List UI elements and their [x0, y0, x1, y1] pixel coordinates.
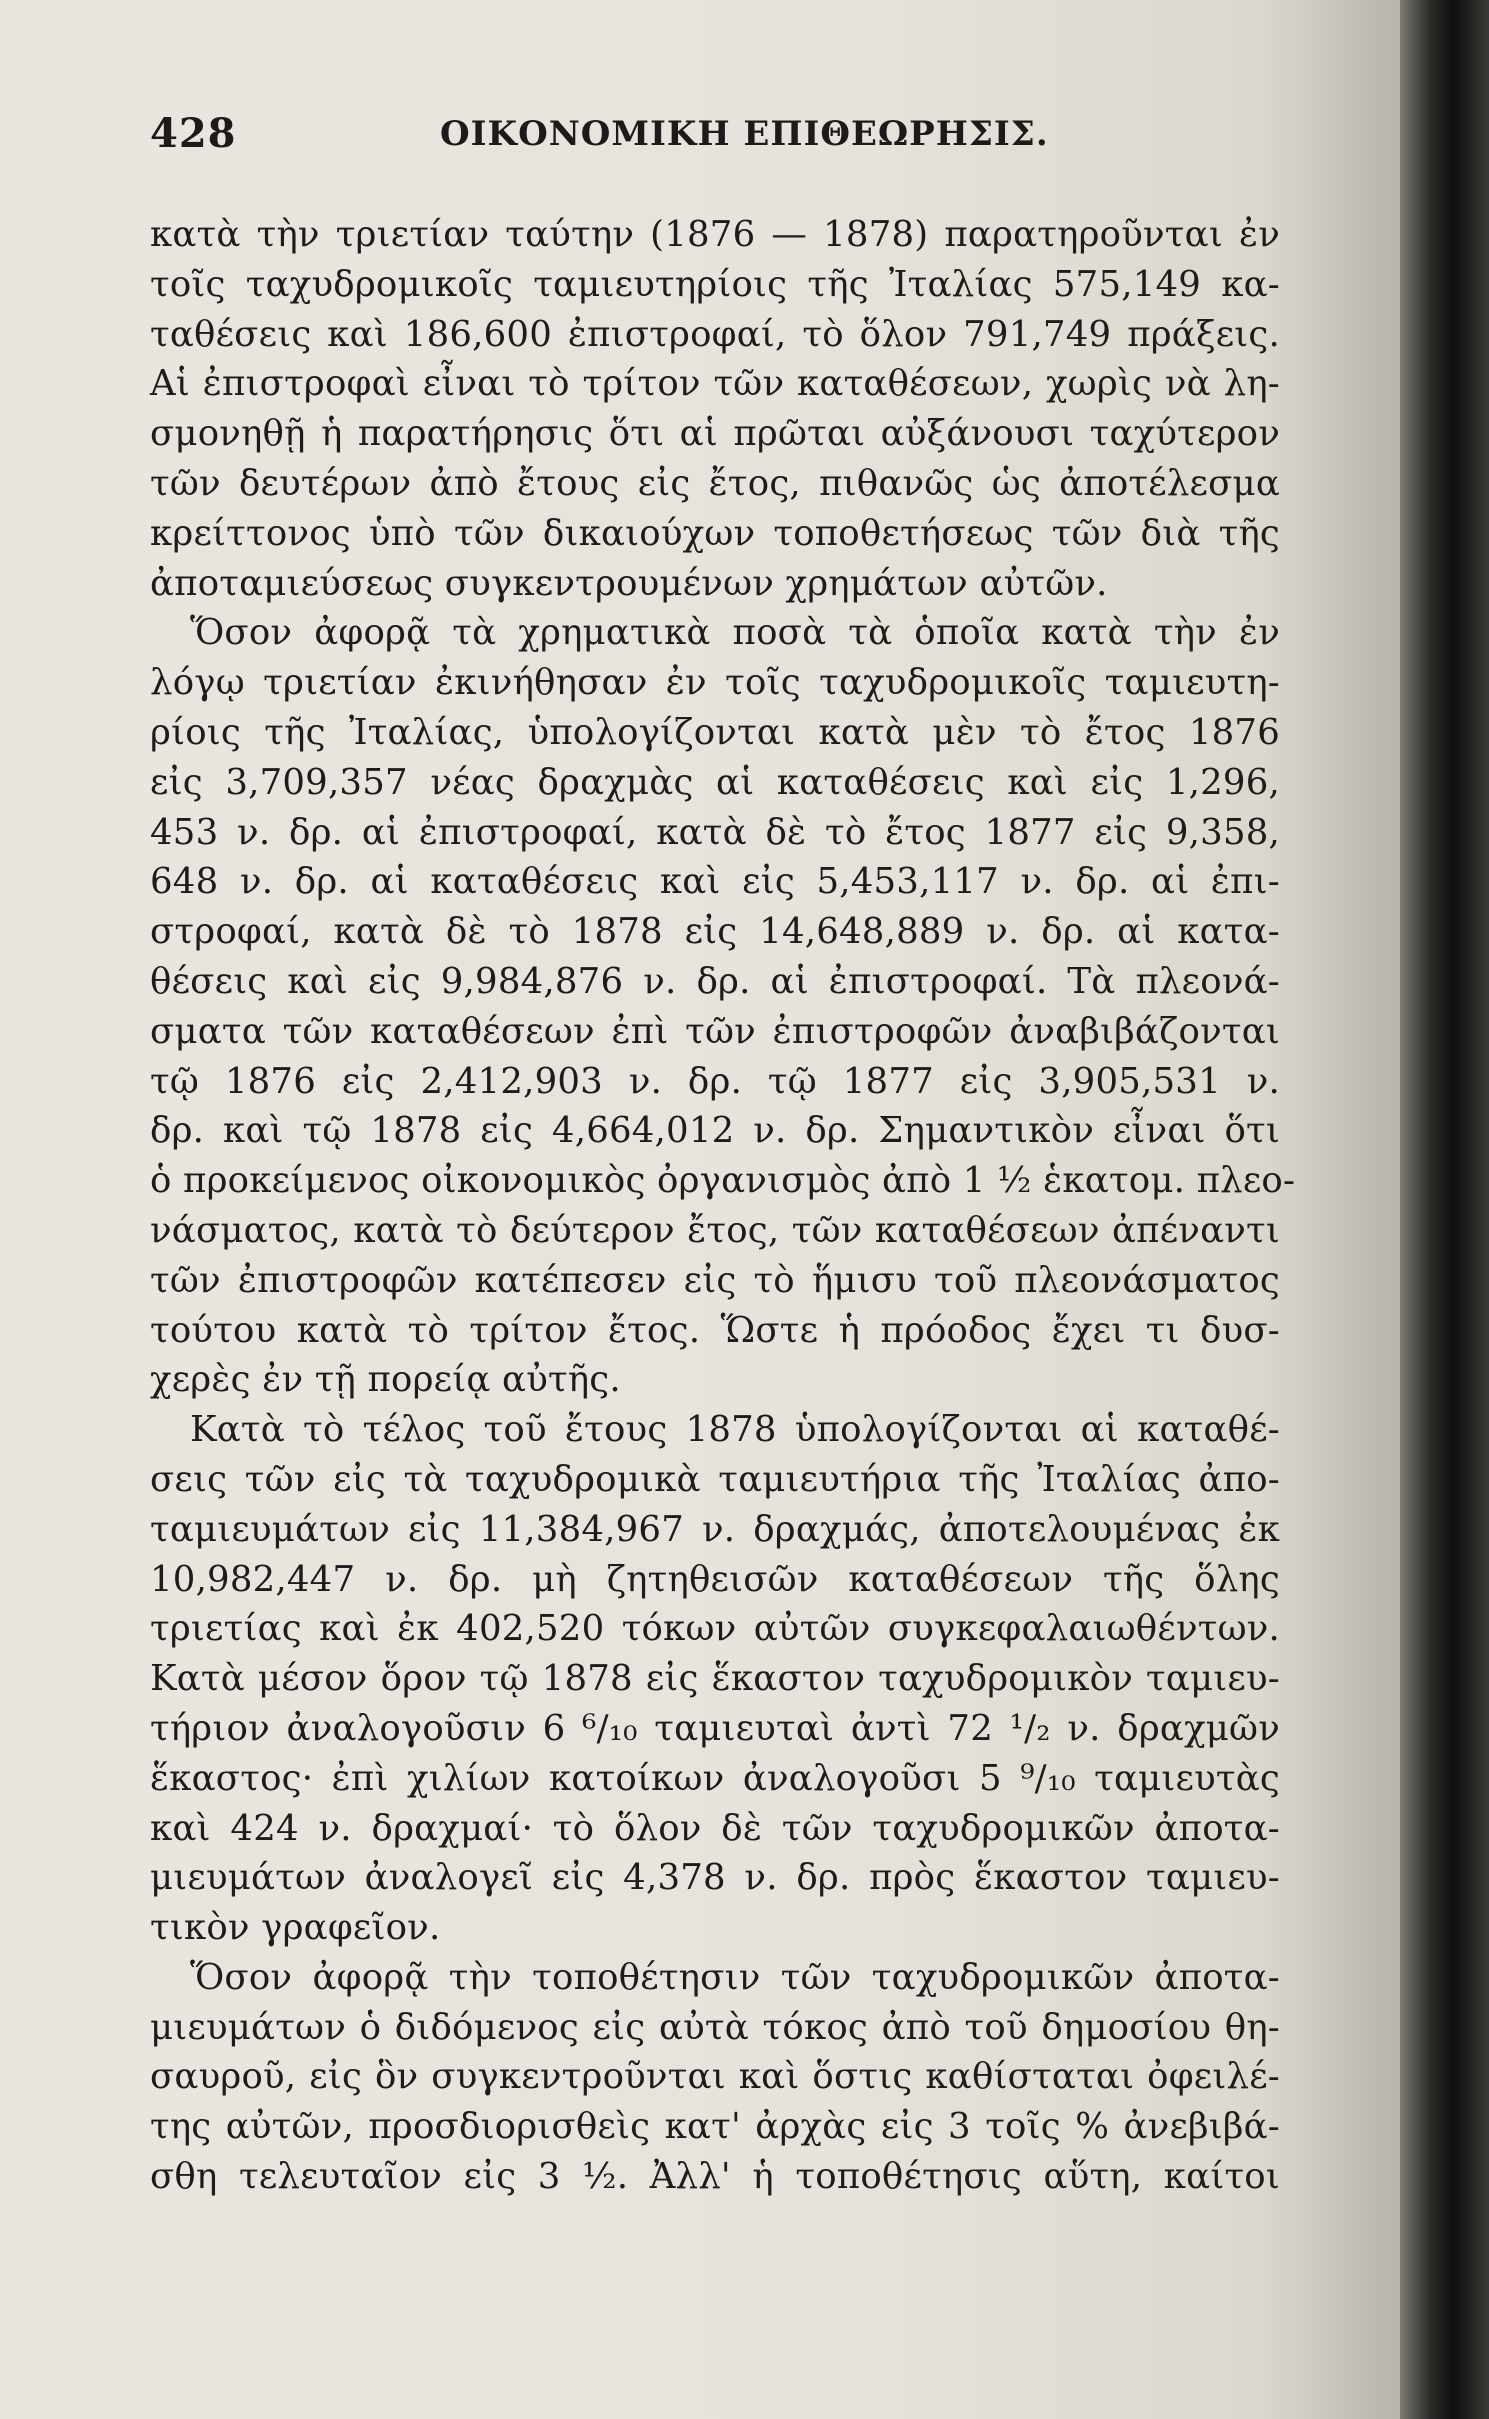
text-line: τήριον ἀναλογοῦσιν 6 ⁶/₁₀ ταμιευταὶ ἀντὶ 72 ¹/₂ ν. δραχμῶν — [150, 1707, 1280, 1749]
text-line: δρ. καὶ τῷ 1878 εἰς 4,664,012 ν. δρ. Σημαντικὸν εἶναι ὅτι — [150, 1110, 1280, 1152]
text-line: Ὅσον ἀφορᾷ τὰ χρηματικὰ ποσὰ τὰ ὁποῖα κατὰ τὴν ἐν — [190, 612, 1280, 654]
text-line: καὶ 424 ν. δραχμαί· τὸ ὅλον δὲ τῶν ταχυδρομικῶν ἀποτα- — [150, 1807, 1280, 1849]
text-line: τῶν ἐπιστροφῶν κατέπεσεν εἰς τὸ ἥμισυ τοῦ πλεονάσματος — [150, 1259, 1280, 1301]
text-line: νάσματος, κατὰ τὸ δεύτερον ἔτος, τῶν καταθέσεων ἀπέναντι — [150, 1209, 1280, 1251]
text-line: μιευμάτων ἀναλογεῖ εἰς 4,378 ν. δρ. πρὸς ἕκαστον ταμιευ- — [150, 1857, 1280, 1899]
text-line: τῷ 1876 εἰς 2,412,903 ν. δρ. τῷ 1877 εἰς 3,905,531 ν. — [150, 1060, 1280, 1102]
text-line: Κατὰ τὸ τέλος τοῦ ἔτους 1878 ὑπολογίζονται αἱ καταθέ- — [190, 1409, 1280, 1451]
text-line: λόγῳ τριετίαν ἐκινήθησαν ἐν τοῖς ταχυδρομικοῖς ταμιευτη- — [150, 662, 1280, 704]
text-line: τούτου κατὰ τὸ τρίτον ἔτος. Ὥστε ἡ πρόοδος ἔχει τι δυσ- — [150, 1309, 1280, 1351]
page-number: 428 — [150, 110, 237, 157]
text-line: εἰς 3,709,357 νέας δραχμὰς αἱ καταθέσεις καὶ εἰς 1,296, — [150, 761, 1280, 803]
text-line: κρείττονος ὑπὸ τῶν δικαιούχων τοποθετήσεως τῶν διὰ τῆς — [150, 512, 1280, 554]
text-line: κατὰ τὴν τριετίαν ταύτην (1876 — 1878) παρατηροῦνται ἐν — [150, 214, 1280, 255]
text-line: σθη τελευταῖον εἰς 3 ½. Ἀλλ' ἡ τοποθέτησις αὕτη, καίτοι — [150, 2156, 1280, 2198]
body-text — [150, 210, 1296, 2202]
text-line: 10,982,447 ν. δρ. μὴ ζητηθεισῶν καταθέσεων τῆς ὅλης — [150, 1558, 1280, 1600]
text-line: σαυροῦ, εἰς ὃν συγκεντροῦνται καὶ ὅστις καθίσταται ὀφειλέ- — [150, 2056, 1280, 2098]
text-line: μιευμάτων ὁ διδόμενος εἰς αὐτὰ τόκος ἀπὸ τοῦ δημοσίου θη- — [150, 2006, 1280, 2048]
book-gutter — [1400, 0, 1489, 2419]
text-line: στροφαί, κατὰ δὲ τὸ 1878 εἰς 14,648,889 ν. δρ. αἱ κατα- — [150, 911, 1280, 953]
page-header — [150, 110, 1280, 180]
running-head: ΟΙΚΟΝΟΜΙΚΗ ΕΠΙΘΕΩΡΗΣΙΣ. — [440, 114, 1049, 154]
text-line: σματα τῶν καταθέσεων ἐπὶ τῶν ἐπιστροφῶν ἀναβιβάζονται — [150, 1010, 1280, 1052]
text-line: ταμιευμάτων εἰς 11,384,967 ν. δραχμάς, ἀποτελουμένας ἐκ — [150, 1508, 1280, 1550]
text-line: ταθέσεις καὶ 186,600 ἐπιστροφαί, τὸ ὅλον 791,749 πράξεις. — [150, 313, 1280, 355]
text-line: Κατὰ μέσον ὅρον τῷ 1878 εἰς ἕκαστον ταχυδρομικὸν ταμιευ- — [150, 1658, 1280, 1700]
text-line: τοῖς ταχυδρομικοῖς ταμιευτηρίοις τῆς Ἰταλίας 575,149 κα- — [150, 263, 1280, 305]
text-line: ἀποταμιεύσεως συγκεντρουμένων χρημάτων αὐτῶν. — [150, 562, 1108, 604]
text-line: σεις τῶν εἰς τὰ ταχυδρομικὰ ταμιευτήρια τῆς Ἰταλίας ἀπο- — [150, 1458, 1280, 1500]
text-line: σμονηθῇ ἡ παρατήρησις ὅτι αἱ πρῶται αὐξάνουσι ταχύτερον — [150, 413, 1280, 455]
text-line: ἕκαστος· ἐπὶ χιλίων κατοίκων ἀναλογοῦσι 5 ⁹/₁₀ ταμιευτὰς — [150, 1757, 1280, 1799]
text-line: τῶν δευτέρων ἀπὸ ἔτους εἰς ἔτος, πιθανῶς ὡς ἀποτέλεσμα — [150, 462, 1280, 504]
text-line: θέσεις καὶ εἰς 9,984,876 ν. δρ. αἱ ἐπιστροφαί. Τὰ πλεονά- — [150, 960, 1280, 1002]
text-line: Αἱ ἐπιστροφαὶ εἶναι τὸ τρίτον τῶν καταθέσεων, χωρὶς νὰ λη- — [150, 363, 1280, 405]
text-line: της αὐτῶν, προσδιορισθεὶς κατ' ἀρχὰς εἰς 3 τοῖς % ἀνεβιβά- — [150, 2106, 1280, 2148]
text-line: τικὸν γραφεῖον. — [150, 1907, 441, 1949]
text-line: Ὅσον ἀφορᾷ τὴν τοποθέτησιν τῶν ταχυδρομικῶν ἀποτα- — [190, 1956, 1280, 1998]
page-content — [150, 110, 1296, 2202]
text-line: ρίοις τῆς Ἰταλίας, ὑπολογίζονται κατὰ μὲν τὸ ἔτος 1876 — [150, 711, 1280, 753]
text-line: 648 ν. δρ. αἱ καταθέσεις καὶ εἰς 5,453,117 ν. δρ. αἱ ἐπι- — [150, 861, 1280, 903]
text-line: ὁ προκείμενος οἰκονομικὸς ὀργανισμὸς ἀπὸ 1 ½ ἑκατομ. πλεο- — [150, 1160, 1296, 1202]
text-line: χερὲς ἐν τῇ πορείᾳ αὐτῆς. — [150, 1359, 621, 1401]
text-line: τριετίας καὶ ἐκ 402,520 τόκων αὐτῶν συγκεφαλαιωθέντων. — [150, 1608, 1280, 1650]
text-line: 453 ν. δρ. αἱ ἐπιστροφαί, κατὰ δὲ τὸ ἔτος 1877 εἰς 9,358, — [150, 811, 1280, 853]
